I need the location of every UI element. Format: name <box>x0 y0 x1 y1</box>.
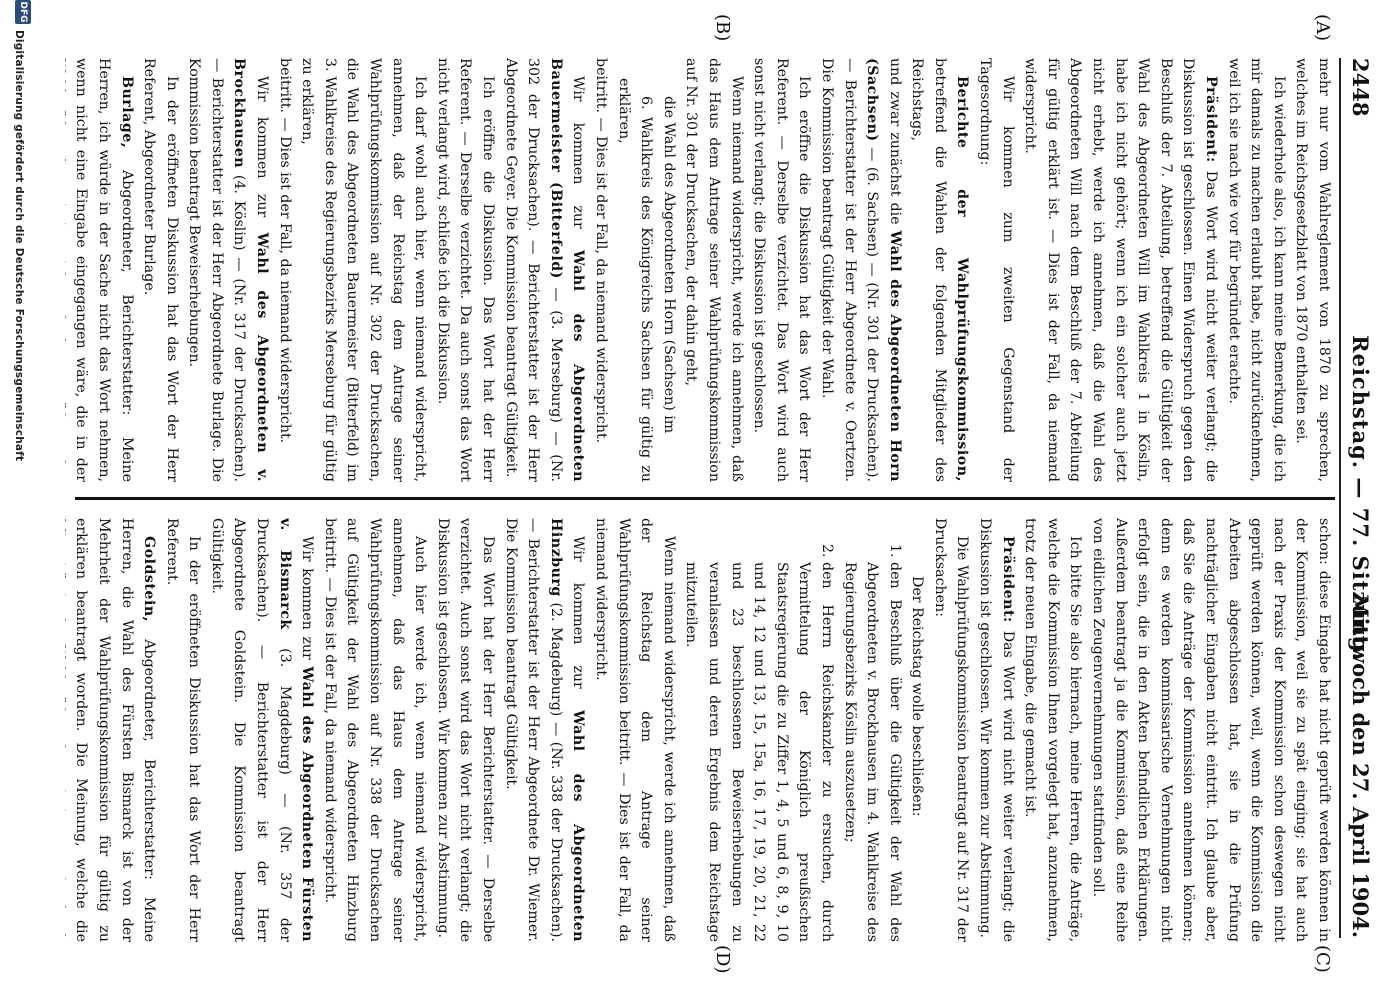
list-item: 2. den Herrn Reichskanzler zu ersuchen, durch Vermittelung der Königlich preußischen Staatsregierung die zu Ziffer 1, 4, 5 und 6, 8, 9, 10 und 14, 12 und 13, 15, 15a, 16, 17, 19, 20, 21, 22 und 23 beschlossenen Beweiserhebungen zu veranlassen und deren Ergebnis dem Reichstage mitzuteilen. <box>680 562 838 942</box>
paragraph: Goldstein, Abgeordneter, Berichterstatter: Meine Herren, die Wahl des Fürsten Bismarck ist von der Mehrheit der Wahlprüfungskommission für gültig zu erklären beantragt worden. Die Meinung, welche die <box>73 518 158 942</box>
paragraph: Wir kommen zur Wahl des Abgeordneten Bauermeister (Bitterfeld) — (3. Merseburg) — (Nr. 302 der Drucksachen). — Berichterstatter ist der Herr Abgeordnete Geyer. Die Kommission beantragt Gültigkeit. <box>502 58 587 482</box>
paragraph: Wir kommen zur Wahl des Abgeordneten v. Brockhausen (4. Köslin) — (Nr. 317 der Drucksachen). — Berichterstatter ist der Herr Abgeordnete Burlage. Die Kommission beantragt Beweiserhebungen. <box>186 58 271 482</box>
paragraph: schon: diese Eingabe hat nicht geprüft werden können in der Kommission, weil sie zu spät einging; sie hat auch nach der Praxis der Kommission schon deswegen nicht geprüft werden können, weil, wenn die Kommission die Arbeiten abgeschlossen hat, sie in die Prüfung nachträglicher Eingaben nicht eintritt. Ich glaube aber, daß Sie die Anträge der Kommission annehmen können; denn es werden kommissarische Vernehmungen nicht erfolgt sein, die in den Akten befindlichen Erklärungen. Außerdem beantragt ja die Kommission, daß eine Reihe von eidlichen Zeugenvernehmungen stattfinden soll. <box>1090 518 1332 942</box>
paragraph: Ich darf wohl auch hier, wenn niemand widerspricht, annehmen, daß der Reichstag dem Antrage seiner Wahlprüfungskommission auf Nr. 302 der Drucksachen, die Wahl des Abgeordneten Bauermeister (Bitterfeld) im 3. Wahlkreise des Regierungsbezirks Merseburg für gültig zu erklären, <box>299 58 429 482</box>
paragraph: mehr nur vom Wahlreglement von 1870 zu sprechen, welches im Reichsgesetzblatt von 1870 enthalten sei. <box>1293 58 1332 482</box>
paragraph: Präsident: Das Wort wird nicht weiter verlangt; die Diskussion ist geschlossen. Einen Widerspruch gegen den Beschluß der 7. Abteilung, betreffend die Gültigkeit der Wahl des Abgeordneten Will im Wahlkreis 1 in Köslin, habe ich nicht gehört; wenn ich ein solcher auch jetzt nicht erhebt, werde ich annehmen, daß die Wahl des Abgeordneten Will nach dem Beschluß der 7. Abteilung für gültig erklärt ist. — Dies ist der Fall, da niemand widerspricht. <box>1022 58 1220 482</box>
paragraph: die Wahl des Abgeordneten Horn (Sachsen) im <box>660 96 677 434</box>
margin-mark-c: (C) <box>1312 945 1333 973</box>
margin-mark-a: (A) <box>1312 14 1333 42</box>
speaker-name: Goldstein, <box>141 536 158 623</box>
paragraph: Ich wiederhole also, ich kann meine Bemerkung, die ich mir damals zu machen erlaubt habe, nicht zurücknehmen, weil ich sie nach wie vor für begründet erachte. <box>1225 58 1287 482</box>
speaker-name: Präsident: <box>1203 76 1220 163</box>
election-heading: Wahl des Abgeordneten Hinzburg <box>547 518 587 942</box>
paragraph: Wir kommen zum zweiten Gegenstand der Tagesordnung: <box>977 58 1016 482</box>
paragraph: Präsident: Das Wort wird nicht weiter verlangt; die Diskussion ist geschlossen. Wir kommen zur Abstimmung. <box>977 518 1016 942</box>
election-heading: Wahl des Abgeordneten Fürsten v. Bismarck <box>276 518 316 942</box>
paragraph: Wir kommen zur Wahl des Abgeordneten Fürsten v. Bismarck (3. Magdeburg) — (Nr. 357 der Drucksachen). — Berichterstatter ist der Herr Abgeordnete Goldstein. Die Kommission beantragt Gültigkeit. <box>208 518 316 942</box>
speaker-name: Burlage, <box>118 76 135 149</box>
paragraph: Wenn niemand widerspricht, werde ich annehmen, daß der Reichstag dem Antrage seiner Wahlprüfungskommission beitritt. — Dies ist der Fall, da niemand widerspricht. <box>593 518 677 942</box>
right-column <box>65 518 1335 942</box>
session-title: Reichstag. — 77. Sitzung. <box>1348 335 1373 661</box>
paragraph: 6. Wahlkreis des Königreichs Sachsen für gültig zu erklären, <box>615 78 655 482</box>
paragraph: Berichte der Wahlprüfungskommission, betreffend die Wahlen der folgenden Mitglieder des Reichstags, <box>909 58 971 482</box>
paragraph: Auch hier werde ich, wenn niemand widerspricht, annehmen, daß das Haus dem Antrage seiner Wahlprüfungskommission auf Nr. 338 der Drucksachen auf Gültigkeit der Wahl des Abgeordneten Hinzburg beitritt. — Dies ist der Fall, da niemand widerspricht. <box>321 518 429 942</box>
speaker-name: Präsident: <box>999 536 1016 623</box>
left-column <box>65 58 1335 482</box>
election-heading: Wahl des Abgeordneten v. Brockhausen <box>231 58 271 482</box>
paragraph: Burlage, Abgeordneter, Berichterstatter: Meine Herren, ich würde in der Sache nicht das Wort nehmen, wenn nicht eine Eingabe eingegangen wäre, die in der <box>73 58 135 482</box>
paragraph: Ich eröffne die Diskussion hat das Wort der Herr Referent. — Derselbe verzichtet. Das Wort wird auch sonst nicht verlangt; die Diskussion ist geschlossen. <box>751 58 813 482</box>
list-item: 1. den Beschluß über die Gültigkeit der Wahl des Abgeordneten v. Brockhausen im 4. Wahlkreise des Regierungsbezirks Köslin auszusetzen; <box>838 562 906 942</box>
paragraph: beitritt. — Dies ist der Fall, da niemand widerspricht. <box>276 58 293 444</box>
motion-list <box>680 518 906 942</box>
paragraph: und zwar zunächst die Wahl des Abgeordneten Horn (Sachsen) — (6. Sachsen) — (Nr. 301 der Drucksachen). — Berichterstatter ist der Herr Abgeordnete v. Oertzen. Die Kommission beantragt Gültigkeit der Wahl. <box>818 58 903 482</box>
dfg-logo-icon: DFG <box>15 0 31 24</box>
paragraph: Ich bitte Sie also hiernach, meine Herren, die Anträge, welche die Kommission Ihnen vorgelegt hat, anzunehmen, trotz der neuen Eingabe, die gemacht ist. <box>1022 518 1084 942</box>
paragraph: In der eröffneten Diskussion hat das Wort der Herr Referent, Abgeordneter Burlage. <box>141 58 180 482</box>
paragraph: Das Wort hat der Herr Berichterstatter. — Derselbe verzichtet. Auch sonst wird das Wort nicht verlangt; die Diskussion ist geschlossen. Wir kommen zur Abstimmung. <box>434 518 497 942</box>
paragraph: beitritt. — Dies ist der Fall, da niemand widerspricht. <box>593 58 609 444</box>
page-number: 2448 <box>1348 58 1373 117</box>
column-divider <box>75 497 1335 500</box>
margin-mark-b: (B) <box>712 14 733 42</box>
digitization-footer <box>5 0 31 1000</box>
paragraph: Ich eröffne die Diskussion. Das Wort hat der Herr Referent. — Derselbe verzichtet. Da auch sonst das Wort nicht verlangt wird, schließe ich die Diskussion. <box>434 58 497 482</box>
digitization-credit: Digitalisierung gefördert durch die Deutsche Forschungsgemeinschaft <box>13 30 25 462</box>
election-heading: Wahl des Abgeordneten Bauermeister (Bitterfeld) <box>547 58 587 482</box>
margin-mark-d: (D) <box>712 945 733 974</box>
header-rule <box>1339 58 1341 938</box>
running-header <box>1343 58 1377 938</box>
paragraph: Wir kommen zur Wahl des Abgeordneten Hinzburg (2. Magdeburg) — (Nr. 338 der Drucksachen). — Berichterstatter ist der Herr Abgeordnete Dr. Wiemer. Die Kommission beantragt Gültigkeit. <box>502 518 587 942</box>
paragraph: Der Reichstag wolle beschließen: <box>909 576 926 817</box>
paragraph: In der eröffneten Diskussion hat das Wort der Herr Referent. <box>163 518 203 942</box>
session-date: Mittwoch den 27. April 1904. <box>1348 594 1373 938</box>
paragraph: Wenn niemand widerspricht, werde ich annehmen, daß das Haus dem Antrage seiner Wahlprüfungskommission auf Nr. 301 der Drucksachen, der dahin geht, <box>683 58 745 482</box>
paragraph: Die Wahlprüfungskommission beantragt auf Nr. 317 der Drucksachen: <box>931 518 971 942</box>
agenda-heading: Berichte der Wahlprüfungskommission, <box>954 76 971 482</box>
election-heading: Wahl des Abgeordneten Horn (Sachsen) <box>864 58 903 482</box>
